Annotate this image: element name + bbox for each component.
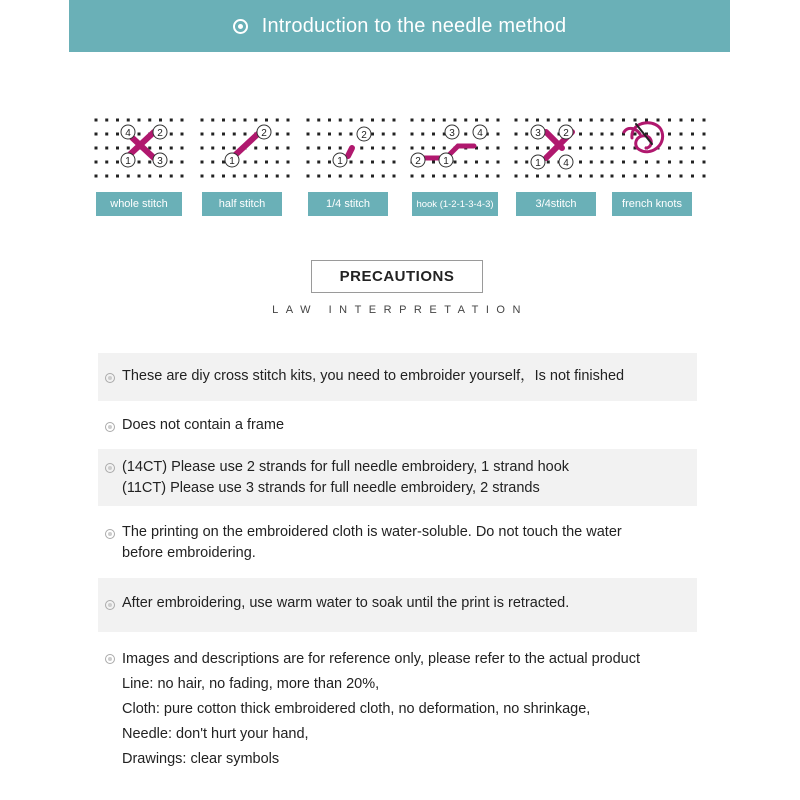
bullet-icon [105, 600, 115, 610]
svg-text:2: 2 [157, 128, 163, 139]
stitch-half [196, 110, 294, 210]
whole-stitch-diagram [90, 110, 188, 190]
svg-text:3: 3 [157, 156, 163, 167]
bullet-icon [105, 463, 115, 473]
note-line: Images and descriptions are for reference only, please refer to the actual product [122, 651, 640, 667]
three-quarter-stitch-diagram [510, 110, 608, 190]
bullet-icon [105, 373, 115, 383]
french-knots-diagram [606, 110, 710, 190]
svg-text:2: 2 [361, 130, 367, 141]
bullet-icon [105, 654, 115, 664]
stitch-hook [406, 110, 504, 210]
circle-dot-icon [233, 19, 248, 34]
stitch-label: 1/4 stitch [308, 192, 388, 216]
note-line: Line: no hair, no fading, more than 20%, [122, 676, 380, 692]
hook-stitch-diagram [406, 110, 504, 190]
precautions-title: PRECAUTIONS [311, 260, 483, 293]
svg-text:4: 4 [125, 128, 131, 139]
note-line: After embroidering, use warm water to soak until the print is retracted. [122, 595, 570, 611]
stitch-label: hook (1-2-1-3-4-3) [412, 192, 498, 216]
svg-text:1: 1 [125, 156, 131, 167]
bullet-icon [105, 422, 115, 432]
note-item [98, 415, 697, 441]
note-item [98, 578, 697, 632]
svg-text:1: 1 [229, 156, 235, 167]
stitch-diagrams [90, 110, 710, 220]
bullet-icon [105, 529, 115, 539]
note-line: before embroidering. [122, 545, 256, 561]
svg-text:4: 4 [477, 128, 483, 139]
svg-text:2: 2 [415, 156, 421, 167]
header-banner [69, 0, 730, 52]
svg-text:1: 1 [443, 156, 449, 167]
stitch-label: 3/4stitch [516, 192, 596, 216]
note-line: (11CT) Please use 3 strands for full needle embroidery, 2 strands [122, 480, 540, 496]
note-item [98, 647, 697, 772]
svg-text:4: 4 [563, 158, 569, 169]
half-stitch-diagram [196, 110, 294, 190]
note-line: Does not contain a frame [122, 417, 285, 433]
note-item [98, 353, 697, 401]
stitch-label: half stitch [202, 192, 282, 216]
svg-text:1: 1 [337, 156, 343, 167]
page-title: Introduction to the needle method [261, 14, 567, 37]
note-line: Drawings: clear symbols [122, 751, 280, 767]
note-item [98, 449, 697, 506]
precautions-subtitle: LAW INTERPRETATION [272, 304, 528, 316]
stitch-label: french knots [612, 192, 692, 216]
svg-text:3: 3 [449, 128, 455, 139]
note-line: (14CT) Please use 2 strands for full needle embroidery, 1 strand hook [122, 459, 570, 475]
note-item [98, 522, 697, 568]
stitch-quarter [302, 110, 400, 210]
svg-text:2: 2 [261, 128, 267, 139]
stitch-label: whole stitch [96, 192, 182, 216]
note-line: The printing on the embroidered cloth is water-soluble. Do not touch the water [122, 524, 622, 540]
svg-text:3: 3 [535, 128, 541, 139]
stitch-french-knots [606, 110, 704, 210]
quarter-stitch-diagram [302, 110, 400, 190]
stitch-three-quarter [510, 110, 608, 210]
stitch-whole [90, 110, 188, 210]
svg-text:1: 1 [535, 158, 541, 169]
note-line: Cloth: pure cotton thick embroidered cloth, no deformation, no shrinkage, [122, 701, 591, 717]
note-line: Needle: don't hurt your hand, [122, 726, 309, 742]
svg-text:2: 2 [563, 128, 569, 139]
note-line: These are diy cross stitch kits, you need to embroider yourself，Is not finished [122, 368, 625, 384]
